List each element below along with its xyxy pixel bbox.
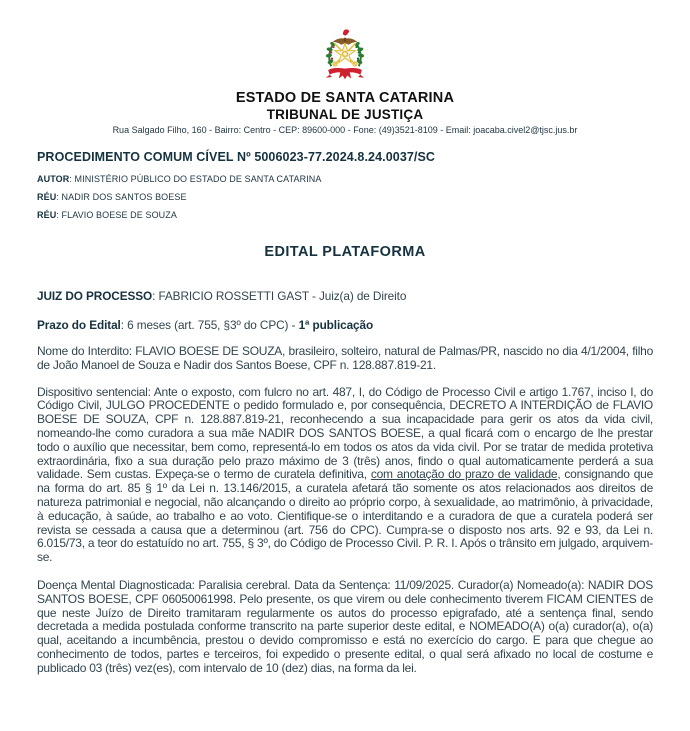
dispositivo-text: Dispositivo sentencial: Ante o exposto, com fulcro no art. 487, I, do Código de Processo Civil e artigo 1.767, inciso I, do Código Civil, JULGO PROCEDENTE o pedido formulado e, por consequência, DECRETO A INTERDIÇÃO de FLAVIO BOESE DE SOUZA, CPF n. 128.887.819-21, reconhecendo a sua incapacidade para gerir os atos da vida civil, nomeando-lhe como curadora a sua mãe NADIR DOS SANTOS BOESE, a qual ficará com o encargo de lhe prestar todo o auxílio que necessitar, bem como, representá-lo em todos os atos da vida civil. Por se tratar de medida protetiva extraordinária, fixo a sua duração pelo prazo máximo de 3 (três) anos, findo o qual automaticamente perderá a sua validade. Sem custas. Expeça-se o termo de curatela definitiva,	[37, 384, 653, 482]
party-label: RÉU	[37, 192, 57, 202]
judge-label: JUIZ DO PROCESSO	[37, 289, 153, 303]
dispositivo-text-continued: , consignando que na forma do art. 85 § 1º da Lei n. 13.146/2015, a curatela afetará tão somente os atos relacionados aos direitos de natureza patrimonial e negocial, não alcançando o direito ao próprio corpo, à sexualidade, ao matrimônio, à privacidade, à educação, à saúde, ao trabalho e ao voto. Cientifique-se o interditando e a curadora de que a curatela poderá ser revista se cessada a causa que a determinou (art. 756 do CPC). Cumpra-se o disposto nos arts. 92 e 93, da Lei n. 6.015/73, a teor do estatuído no art. 755, § 3º, do Código de Processo Civil. P. R. I. Após o trânsito em julgado, arquivem-se.	[37, 467, 653, 565]
party-row-reu-1	[37, 192, 653, 202]
proceeding-number: PROCEDIMENTO COMUM CÍVEL Nº 5006023-77.2024.8.24.0037/SC	[37, 150, 436, 164]
edital-term-publication: 1ª publicação	[298, 318, 374, 332]
paragraph-interdito: Nome do Interdito: FLAVIO BOESE DE SOUZA, brasileiro, solteiro, natural de Palmas/PR, nascido no dia 4/1/2004, filho de João Manoel de Souza e Nadir dos Santos Boese, CPF n. 128.887.819-21.	[37, 344, 653, 372]
party-value: : FLAVIO BOESE DE SOUZA	[56, 210, 177, 220]
paragraph-final: Doença Mental Diagnosticada: Paralisia cerebral. Data da Sentença: 11/09/2025. Curador(a) Nomeado(a): NADIR DOS SANTOS BOESE, CPF 06050061998. Pelo presente, os que virem ou dele conhecimento tiverem FICAM CIENTES de que neste Juízo de Direito tramitaram regularmente os autos do processo epigrafado, até a sentença final, sendo decretada a medida postulada conforme transcrito na parte superior deste edital, e NOMEADO(A) o(a) curador(a), o(a) qual, aceitando a incumbência, prestou o devido compromisso e está no exercício do cargo. E para que chegue ao conhecimento de todos, partes e terceiros, foi expedido o presente edital, o qual será afixado no local de costume e publicado 03 (três) vez(es), com intervalo de 10 (dez) dias, na forma da lei.	[37, 577, 653, 675]
party-value: : MINISTÉRIO PÚBLICO DO ESTADO DE SANTA CATARINA	[69, 174, 322, 184]
judge-value: : FABRICIO ROSSETTI GAST - Juiz(a) de Direito	[152, 289, 407, 303]
edital-term-value: : 6 meses (art. 755, §3º do CPC) -	[120, 318, 299, 332]
party-row-autor	[37, 174, 653, 184]
judge-line	[37, 289, 653, 303]
dispositivo-underlined-phrase: com anotação do prazo de validade	[370, 467, 558, 482]
edital-title: EDITAL PLATAFORMA	[264, 244, 426, 260]
party-row-reu-2	[37, 210, 653, 220]
letterhead	[37, 26, 653, 135]
court-name: TRIBUNAL DE JUSTIÇA	[266, 107, 424, 122]
paragraph-dispositivo	[37, 386, 653, 565]
edital-term-label: Prazo do Edital	[37, 318, 121, 332]
party-label: RÉU	[37, 210, 57, 220]
party-label: AUTOR	[37, 174, 70, 184]
state-name: ESTADO DE SANTA CATARINA	[235, 90, 455, 106]
santa-catarina-coat-of-arms-icon	[322, 26, 368, 82]
parties-list	[37, 174, 653, 220]
party-value: : NADIR DOS SANTOS BOESE	[56, 192, 187, 202]
court-address: Rua Salgado Filho, 160 - Bairro: Centro - CEP: 89600-000 - Fone: (49)3521-8109 - Email: joacaba.civel2@tjsc.jus.br	[112, 125, 578, 135]
edital-term-line	[37, 318, 653, 332]
